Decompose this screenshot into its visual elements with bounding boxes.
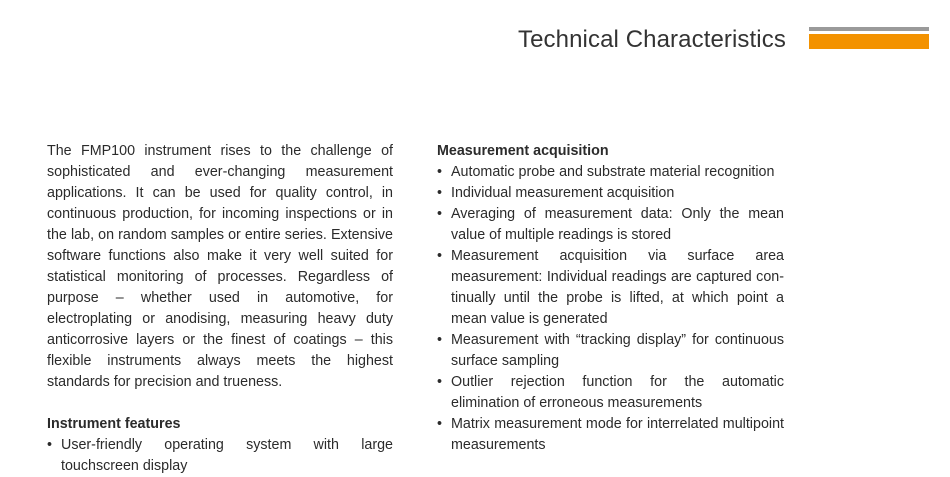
list-item [47,435,393,477]
measurement-acquisition-heading: Measurement acquisition [437,143,609,159]
list-item [437,246,784,330]
list-item-text: Measurement with “tracking display” for continuous surface sampling [451,332,784,369]
list-item [437,372,784,414]
page-title: Technical Characteristics [518,26,786,53]
title-orange-block [809,34,929,49]
list-item-text: User-friendly operating system with large touchscreen display [61,437,393,474]
list-item [437,162,784,183]
list-item-text: Matrix measurement mode for interrelated multipoint measurements [451,416,784,453]
bullet-icon: • [437,332,443,348]
measurement-acquisition-list [437,162,784,456]
bullet-icon: • [437,248,443,264]
intro-paragraph: The FMP100 instrument rises to the challenge of sophisticated and ever-changing measurement applications. It can be used for quality control, in continuous production, for incoming inspections or in the lab, on random samples or entire series. Extensive software functions also make it very well suited for statistical monitoring of processes. Regardless of purpose – whether used in automotive, for electroplating or anodising, measuring heavy duty anticorrosive layers or the finest of coatings – this flexible instruments always meets the highest standards for precision and trueness. [47,143,393,390]
list-item [437,414,784,456]
list-item-text: Individual measurement acquisition [451,185,675,201]
left-column [47,141,393,477]
instrument-features-heading: Instrument features [47,416,181,432]
list-item [437,330,784,372]
bullet-icon: • [437,164,443,180]
instrument-features-list [47,435,393,477]
list-item-text: Outlier rejection function for the automatic elimination of erroneous measurements [451,374,784,411]
list-item [437,183,784,204]
bullet-icon: • [437,416,443,432]
bullet-icon: • [47,437,53,453]
bullet-icon: • [437,185,443,201]
list-item-text: Automatic probe and substrate material recognition [451,164,775,180]
list-item-text: Averaging of measurement data: Only the mean value of multiple readings is stored [451,206,784,243]
title-accent-bar [809,27,929,49]
right-column [437,141,784,456]
bullet-icon: • [437,374,443,390]
list-item-text: Measurement acquisition via surface area measurement: Individual readings are captured continually until the probe is lifted, at which point a mean value is generated [451,248,784,327]
list-item [437,204,784,246]
bullet-icon: • [437,206,443,222]
